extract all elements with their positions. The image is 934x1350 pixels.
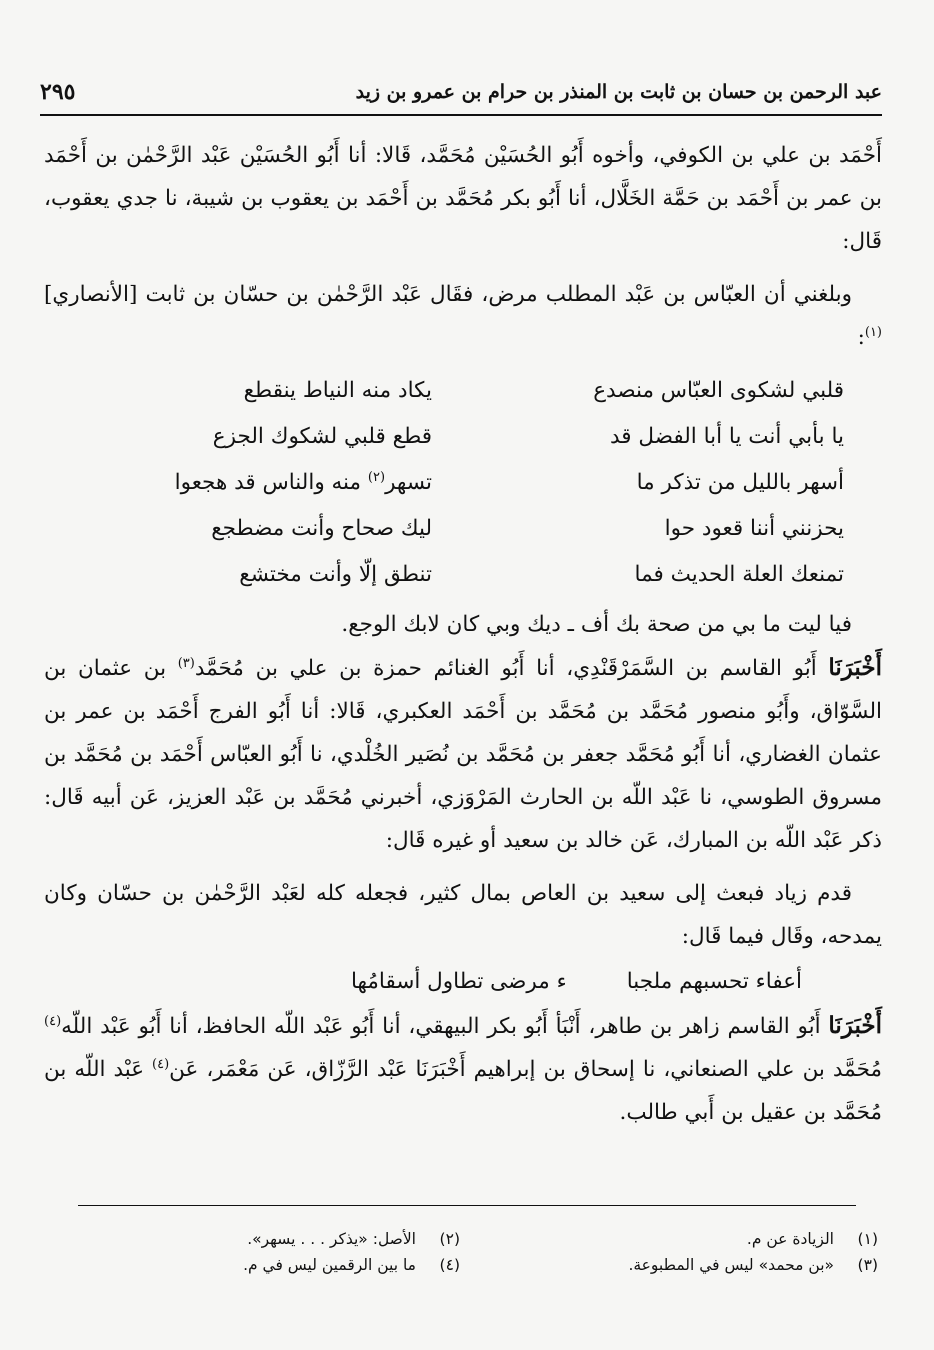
hemistich-1: أعفاء تحسبهم ملجبا (626, 968, 802, 994)
paragraph-3: فيا ليت ما بي من صحة بك أف ـ ديك وبي كان لابك الوجع. (341, 612, 852, 637)
footnote-ref-4b: (٤) (152, 1056, 170, 1072)
hemistich-2: تنطق إلّا وأنت مختشع (239, 561, 432, 587)
paragraph-4: أَخْبَرَنَا أَبُو القاسم بن السَّمَرْقَنْدِي، أنا أَبُو الغنائم حمزة بن علي بن مُحَمَّد$^{(٣)}$ بن عثمان بن السَّوّاق، وأَبُو منصور مُحَمَّد بن مُحَمَّد بن أَحْمَد العكبري، قَالا: أنا أَبُو الفرج أَحْمَد بن عمر بن عثمان الغضاري، أنا أَبُو مُحَمَّد جعفر بن مُحَمَّد بن نُصَير الخُلْدي، نا أَبُو العبّاس أَحْمَد بن مُحَمَّد بن مسروق الطوسي، نا عَبْد اللّه بن الحارث المَرْوَزي، أخبرني مُحَمَّد بن عَبْد العزيز، عَن أبيه قَال: ذكر عَبْد اللّه بن المبارك، عَن خالد بن سعيد أو غيره قَال: (44, 654, 882, 853)
running-title: عبد الرحمن بن حسان بن ثابت بن المنذر بن حرام بن عمرو بن زيد (355, 81, 882, 103)
isnad-lead: أَخْبَرَنَا (828, 654, 882, 681)
hemistich-2: قطع قلبي لشكوك الجزع (212, 423, 432, 449)
page-header (40, 74, 882, 110)
footnote-ref-2: (٢) (367, 469, 386, 485)
footnote-1: (١) الزيادة عن م. (746, 1230, 878, 1248)
isnad-lead: أَخْبَرَنَا (828, 1012, 882, 1039)
hemistich-2: تسهر$^{(٢)}$ منه والناس قد هجعوا (174, 469, 432, 495)
footnote-ref-4a: (٤) (44, 1013, 62, 1029)
hemistich-1: يحزنني أننا قعود حوا (664, 515, 844, 541)
verse-3 (44, 459, 882, 505)
hemistich-1: يا بأبي أنت يا أبا الفضل قد (610, 423, 844, 449)
verse-5 (44, 551, 882, 597)
footnote-rule (78, 1205, 856, 1206)
footnote-ref-1: (١) (864, 324, 882, 340)
main-text (44, 134, 882, 1134)
poem-1 (44, 367, 882, 597)
paragraph-5: قدم زياد فبعث إلى سعيد بن العاص بمال كثير، فجعله كله لعَبْد الرَّحْمٰن بن حسّان وكان يمدحه، وقَال فيما قَال: (44, 881, 882, 949)
footnote-2: (٢) الأصل: «يذكر . . . يسهر». (247, 1230, 460, 1248)
verse-4 (44, 505, 882, 551)
footnote-3: (٣) «بن محمد» ليس في المطبوعة. (628, 1256, 878, 1274)
hemistich-2: ليك صحاح وأنت مضطجع (211, 515, 432, 541)
verse-1 (44, 367, 882, 413)
hemistich-1: تمنعك العلة الحديث فما (634, 561, 844, 587)
hemistich-1: أسهر بالليل من تذكر ما (636, 469, 844, 495)
footnote-4: (٤) ما بين الرقمين ليس في م. (243, 1256, 460, 1274)
footnote-ref-3: (٣) (177, 655, 195, 671)
hemistich-2: ء مرضى تطاول أسقامُها (350, 968, 567, 994)
hemistich-1: قلبي لشكوى العبّاس منصدع (593, 377, 844, 403)
paragraph-2: وبلغني أن العبّاس بن عَبْد المطلب مرض، فقَال عَبْد الرَّحْمٰن بن حسّان بن ثابت [الأنصاري]$^{(١)}$: (44, 282, 882, 350)
footnotes (60, 1226, 878, 1278)
header-rule (40, 114, 882, 116)
verse-2 (44, 413, 882, 459)
paragraph-6: أَخْبَرَنَا أَبُو القاسم زاهر بن طاهر، أَنْبَأ أَبُو بكر البيهقي، أنا أَبُو عَبْد اللّه الحافظ، أنا أَبُو عَبْد اللّه$^{(٤)}$ مُحَمَّد بن علي الصنعاني، نا إسحاق بن إبراهيم أَخْبَرَنَا عَبْد الرَّزّاق، عَن مَعْمَر، عَن$^{(٤)}$ عَبْد اللّه بن مُحَمَّد بن عقيل بن أَبي طالب. (44, 1012, 882, 1125)
paragraph-1: أَحْمَد بن علي بن الكوفي، وأخوه أَبُو الحُسَيْن مُحَمَّد، قَالا: أنا أَبُو الحُسَيْن عَبْد الرَّحْمٰن بن أَحْمَد بن عمر بن أَحْمَد بن حَمَّة الخَلَّال، أنا أَبُو بكر مُحَمَّد بن أَحْمَد بن يعقوب بن شيبة، نا جدي يعقوب، قَال: (44, 143, 882, 254)
poem-2-verse (44, 958, 882, 1004)
page-number: ٢٩٥ (40, 79, 76, 105)
hemistich-2: يكاد منه النياط ينقطع (243, 377, 432, 403)
